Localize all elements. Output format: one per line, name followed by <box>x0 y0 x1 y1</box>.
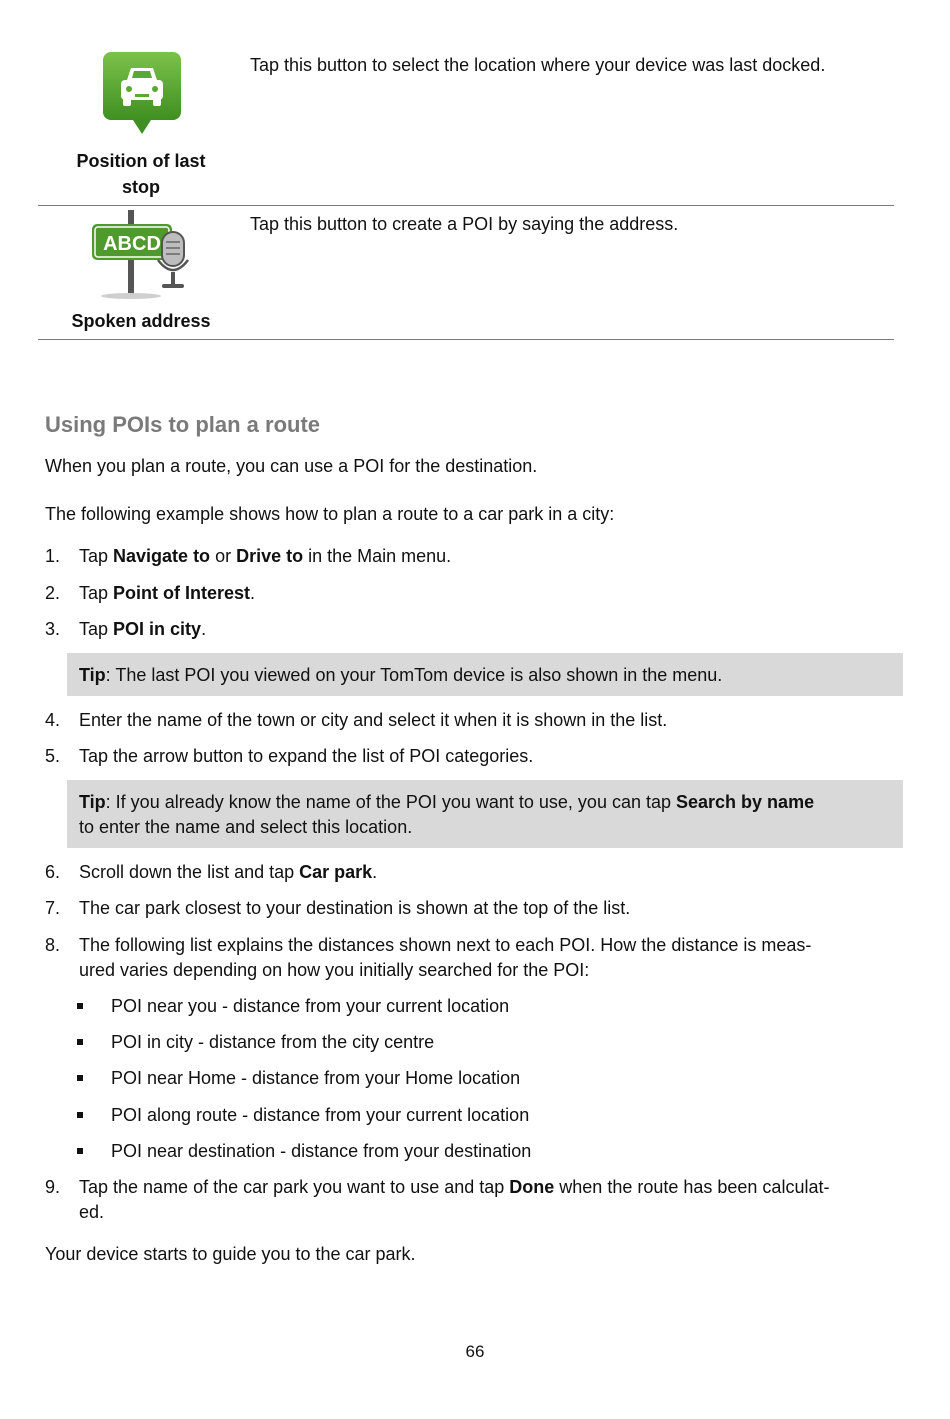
tip-box: Tip: If you already know the name of the POI you want to use, you can tap Search by name to enter the name and select this location. <box>67 780 903 848</box>
closing-paragraph: Your device starts to guide you to the car park. <box>45 1244 416 1264</box>
button-description: Tap this button to select the location where your device was last docked. <box>250 55 826 75</box>
bullet-marker <box>77 1039 83 1045</box>
section-heading: Using POIs to plan a route <box>45 412 321 437</box>
car-pin-icon[interactable] <box>101 50 183 136</box>
page-number: 66 <box>465 1342 485 1361</box>
table-row <box>38 205 894 340</box>
tip-box: Tip: The last POI you viewed on your TomTom device is also shown in the menu. <box>67 653 903 696</box>
intro-paragraph: When you plan a route, you can use a POI for the destination. <box>45 456 538 476</box>
abcd-sign-microphone-icon[interactable] <box>90 210 194 300</box>
button-label: Position of last stop <box>76 151 206 197</box>
button-description: Tap this button to create a POI by saying the address. <box>250 214 679 234</box>
bullet-marker <box>77 1075 83 1081</box>
bullet-marker <box>77 1112 83 1118</box>
bullet-marker <box>77 1003 83 1009</box>
svg-text:ABCD: ABCD <box>103 233 161 255</box>
bullet-marker <box>77 1148 83 1154</box>
intro-paragraph: The following example shows how to plan a route to a car park in a city: <box>45 504 615 524</box>
table-row <box>38 0 894 206</box>
button-label: Spoken address <box>71 311 211 331</box>
